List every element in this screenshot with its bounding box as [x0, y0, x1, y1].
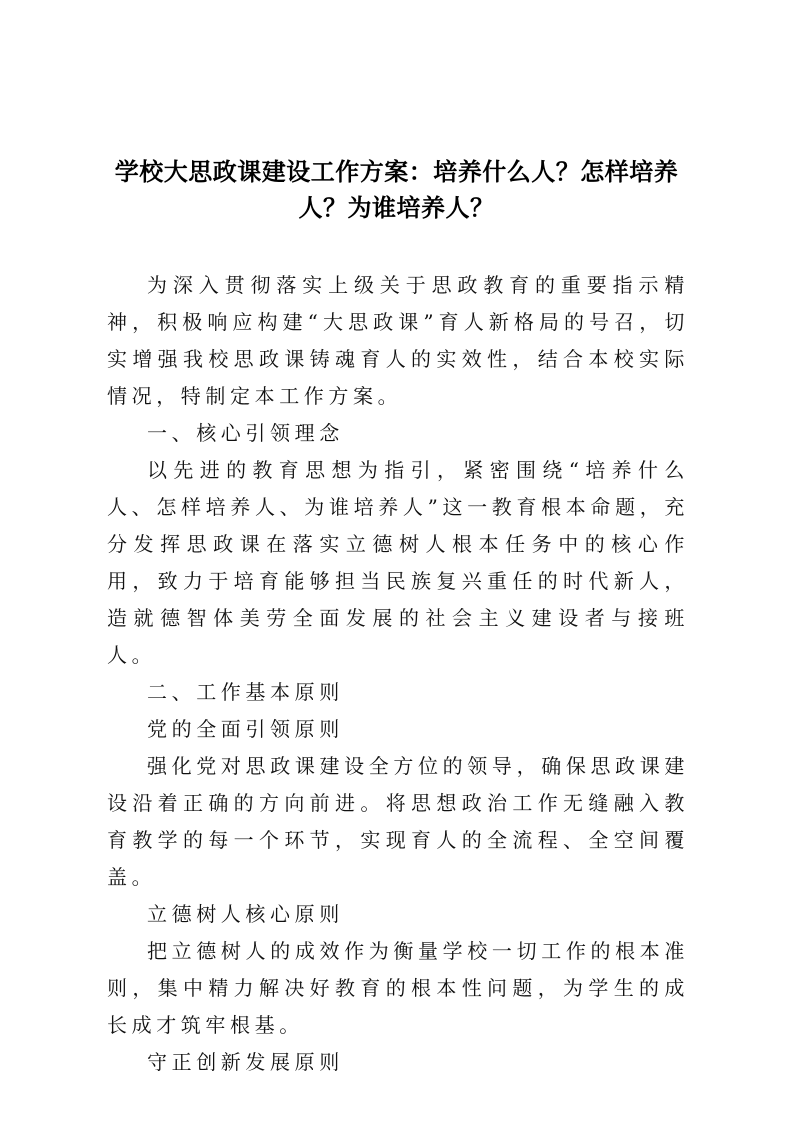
- section-1-paragraph: 以先进的教育思想为指引，紧密围绕“培养什么人、怎样培养人、为谁培养人”这一教育根本命题，充分发挥思政课在落实立德树人根本任务中的核心作用，致力于培育能够担当民族复兴重任的时代新人，造就德智体美劳全面发展的社会主义建设者与接班人。: [107, 458, 689, 667]
- principle-paragraph-1: 强化党对思政课建设全方位的领导，确保思政课建设沿着正确的方向前进。将思想政治工作无缝融入教育教学的每一个环节，实现育人的全流程、全空间覆盖。: [107, 754, 689, 889]
- document-title: 学校大思政课建设工作方案：培养什么人？怎样培养人？为谁培养人？: [114, 158, 679, 222]
- principle-title-2: 立德树人核心原则: [147, 902, 344, 926]
- principle-title-3: 守正创新发展原则: [147, 1050, 344, 1074]
- section-heading-1: 一、核心引领理念: [147, 421, 344, 445]
- document-body: [107, 267, 689, 1081]
- principle-paragraph-2: 把立德树人的成效作为衡量学校一切工作的根本准则，集中精力解决好教育的根本性问题，为学生的成长成才筑牢根基。: [107, 939, 689, 1037]
- principle-title-1: 党的全面引领原则: [147, 717, 344, 741]
- section-heading-2: 二、工作基本原则: [147, 680, 344, 704]
- intro-paragraph: 为深入贯彻落实上级关于思政教育的重要指示精神，积极响应构建“大思政课”育人新格局的号召，切实增强我校思政课铸魂育人的实效性，结合本校实际情况，特制定本工作方案。: [107, 273, 689, 408]
